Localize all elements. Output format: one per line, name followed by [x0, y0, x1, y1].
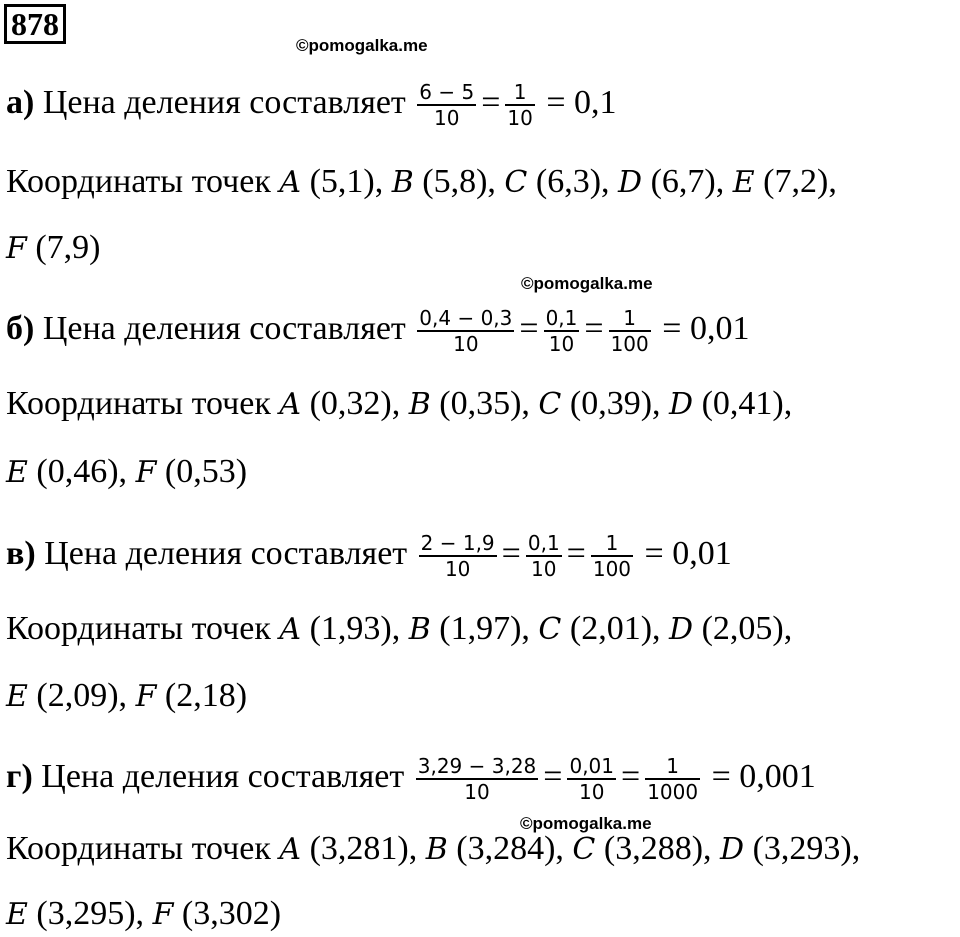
point-label: D	[669, 387, 694, 422]
part-text: Цена деления составляет	[34, 309, 415, 347]
part-header	[6, 306, 749, 356]
point-coordinate: (5,8),	[413, 163, 505, 200]
point-label: F	[6, 231, 27, 266]
point-label: A	[279, 165, 302, 200]
point-label: E	[732, 165, 755, 200]
point-coordinate: (2,01),	[561, 610, 670, 647]
fraction	[505, 80, 534, 130]
part-text: Цена деления составляет	[35, 534, 416, 572]
result: = 0,01	[653, 309, 750, 347]
fraction	[645, 754, 700, 804]
point-coordinate: (3,284),	[447, 830, 573, 867]
point-label: F	[135, 679, 157, 714]
point-coordinate: (3,288),	[595, 830, 721, 867]
fraction	[609, 306, 651, 356]
numerator: 0,1	[527, 531, 560, 555]
point-coordinate: (3,281),	[301, 830, 426, 867]
point-label: B	[408, 387, 431, 422]
point-coordinate: (0,39),	[561, 385, 670, 422]
fraction	[416, 754, 539, 804]
equals-sign: =	[584, 309, 604, 347]
denominator: 10	[531, 557, 557, 581]
numerator: 6 − 5	[419, 80, 475, 104]
denominator: 10	[453, 332, 479, 356]
coordinates-line	[6, 162, 837, 203]
denominator: 100	[592, 557, 632, 581]
result: = 0,01	[636, 534, 732, 572]
coordinates-text: Координаты точек	[6, 163, 280, 200]
point-coordinate: (3,293),	[744, 830, 861, 867]
fraction	[526, 531, 562, 581]
point-label: C	[504, 165, 528, 200]
point-coordinate: (5,1),	[301, 163, 392, 200]
denominator: 10	[579, 780, 605, 804]
problem-number: 878	[4, 4, 66, 44]
point-coordinate: (2,05),	[693, 610, 793, 647]
point-coordinate: (0,35),	[430, 385, 539, 422]
part-label: в)	[6, 534, 36, 572]
point-coordinate: (6,7),	[642, 163, 733, 200]
point-coordinate: (6,3),	[527, 163, 619, 200]
denominator: 10	[434, 106, 460, 130]
denominator: 10	[507, 106, 533, 130]
point-coordinate: (7,2),	[754, 163, 837, 200]
point-coordinate: (7,9)	[26, 229, 101, 266]
part-header	[6, 80, 617, 130]
watermark: ©pomogalka.me	[521, 274, 653, 293]
coordinates-line	[6, 228, 100, 269]
point-coordinate: (2,18)	[156, 677, 248, 714]
point-label: B	[408, 612, 431, 647]
point-coordinate: (1,93),	[301, 610, 409, 647]
part-text: Цена деления составляет	[32, 757, 413, 795]
coordinates-line	[6, 829, 860, 870]
point-coordinate: (0,41),	[693, 385, 793, 422]
watermark: ©pomogalka.me	[296, 36, 428, 55]
part-text: Цена деления составляет	[34, 83, 415, 121]
fraction	[417, 80, 476, 130]
numerator: 1	[591, 531, 633, 557]
point-coordinate: (0,32),	[301, 385, 409, 422]
point-label: E	[6, 679, 28, 714]
equals-sign: =	[481, 83, 501, 121]
coordinates-line	[6, 609, 792, 650]
numerator: 0,4 − 0,3	[419, 306, 513, 330]
watermark: ©pomogalka.me	[520, 814, 652, 833]
fraction	[419, 531, 497, 581]
coordinates-line	[6, 384, 792, 425]
denominator: 1000	[647, 780, 699, 804]
denominator: 10	[444, 557, 471, 581]
result: = 0,1	[537, 83, 617, 121]
point-label: D	[720, 832, 745, 867]
denominator: 10	[464, 780, 490, 804]
point-label: D	[669, 612, 694, 647]
point-label: E	[6, 455, 28, 490]
point-label: A	[279, 612, 302, 647]
coordinates-line	[6, 452, 247, 493]
fraction	[544, 306, 580, 356]
fraction	[567, 754, 616, 804]
fraction	[591, 531, 633, 581]
equals-sign: =	[543, 757, 563, 795]
coordinates-text: Координаты точек	[6, 610, 280, 647]
point-label: E	[6, 897, 28, 932]
point-coordinate: (0,53)	[156, 453, 248, 490]
part-header	[6, 754, 816, 804]
point-coordinate: (3,295),	[27, 895, 153, 932]
point-label: C	[538, 387, 562, 422]
numerator: 0,1	[545, 306, 578, 330]
point-label: B	[425, 832, 448, 867]
part-label: а)	[6, 83, 35, 121]
part-label: б)	[6, 309, 35, 347]
denominator: 100	[610, 332, 649, 356]
equals-sign: =	[566, 534, 586, 572]
equals-sign: =	[519, 309, 539, 347]
point-label: D	[618, 165, 643, 200]
point-label: C	[538, 612, 562, 647]
numerator: 1	[645, 754, 700, 780]
numerator: 1	[609, 306, 651, 332]
denominator: 10	[548, 332, 575, 356]
point-label: F	[152, 897, 174, 932]
point-label: A	[279, 387, 302, 422]
numerator: 1	[505, 80, 534, 106]
point-coordinate: (2,09),	[27, 677, 136, 714]
part-label: г)	[6, 757, 33, 795]
numerator: 3,29 − 3,28	[417, 754, 537, 778]
equals-sign: =	[501, 534, 521, 572]
point-label: C	[572, 832, 596, 867]
point-coordinate: (0,46),	[27, 453, 136, 490]
part-header	[6, 531, 732, 581]
numerator: 2 − 1,9	[420, 531, 495, 555]
fraction	[417, 306, 514, 356]
coordinates-line	[6, 676, 247, 717]
point-label: A	[279, 832, 302, 867]
point-label: F	[135, 455, 157, 490]
coordinates-line	[6, 894, 281, 935]
result: = 0,001	[703, 757, 816, 795]
equals-sign: =	[621, 757, 641, 795]
coordinates-text: Координаты точек	[6, 385, 280, 422]
point-label: B	[391, 165, 414, 200]
coordinates-text: Координаты точек	[6, 830, 280, 867]
point-coordinate: (3,302)	[173, 895, 282, 932]
point-coordinate: (1,97),	[430, 610, 539, 647]
numerator: 0,01	[569, 754, 614, 778]
